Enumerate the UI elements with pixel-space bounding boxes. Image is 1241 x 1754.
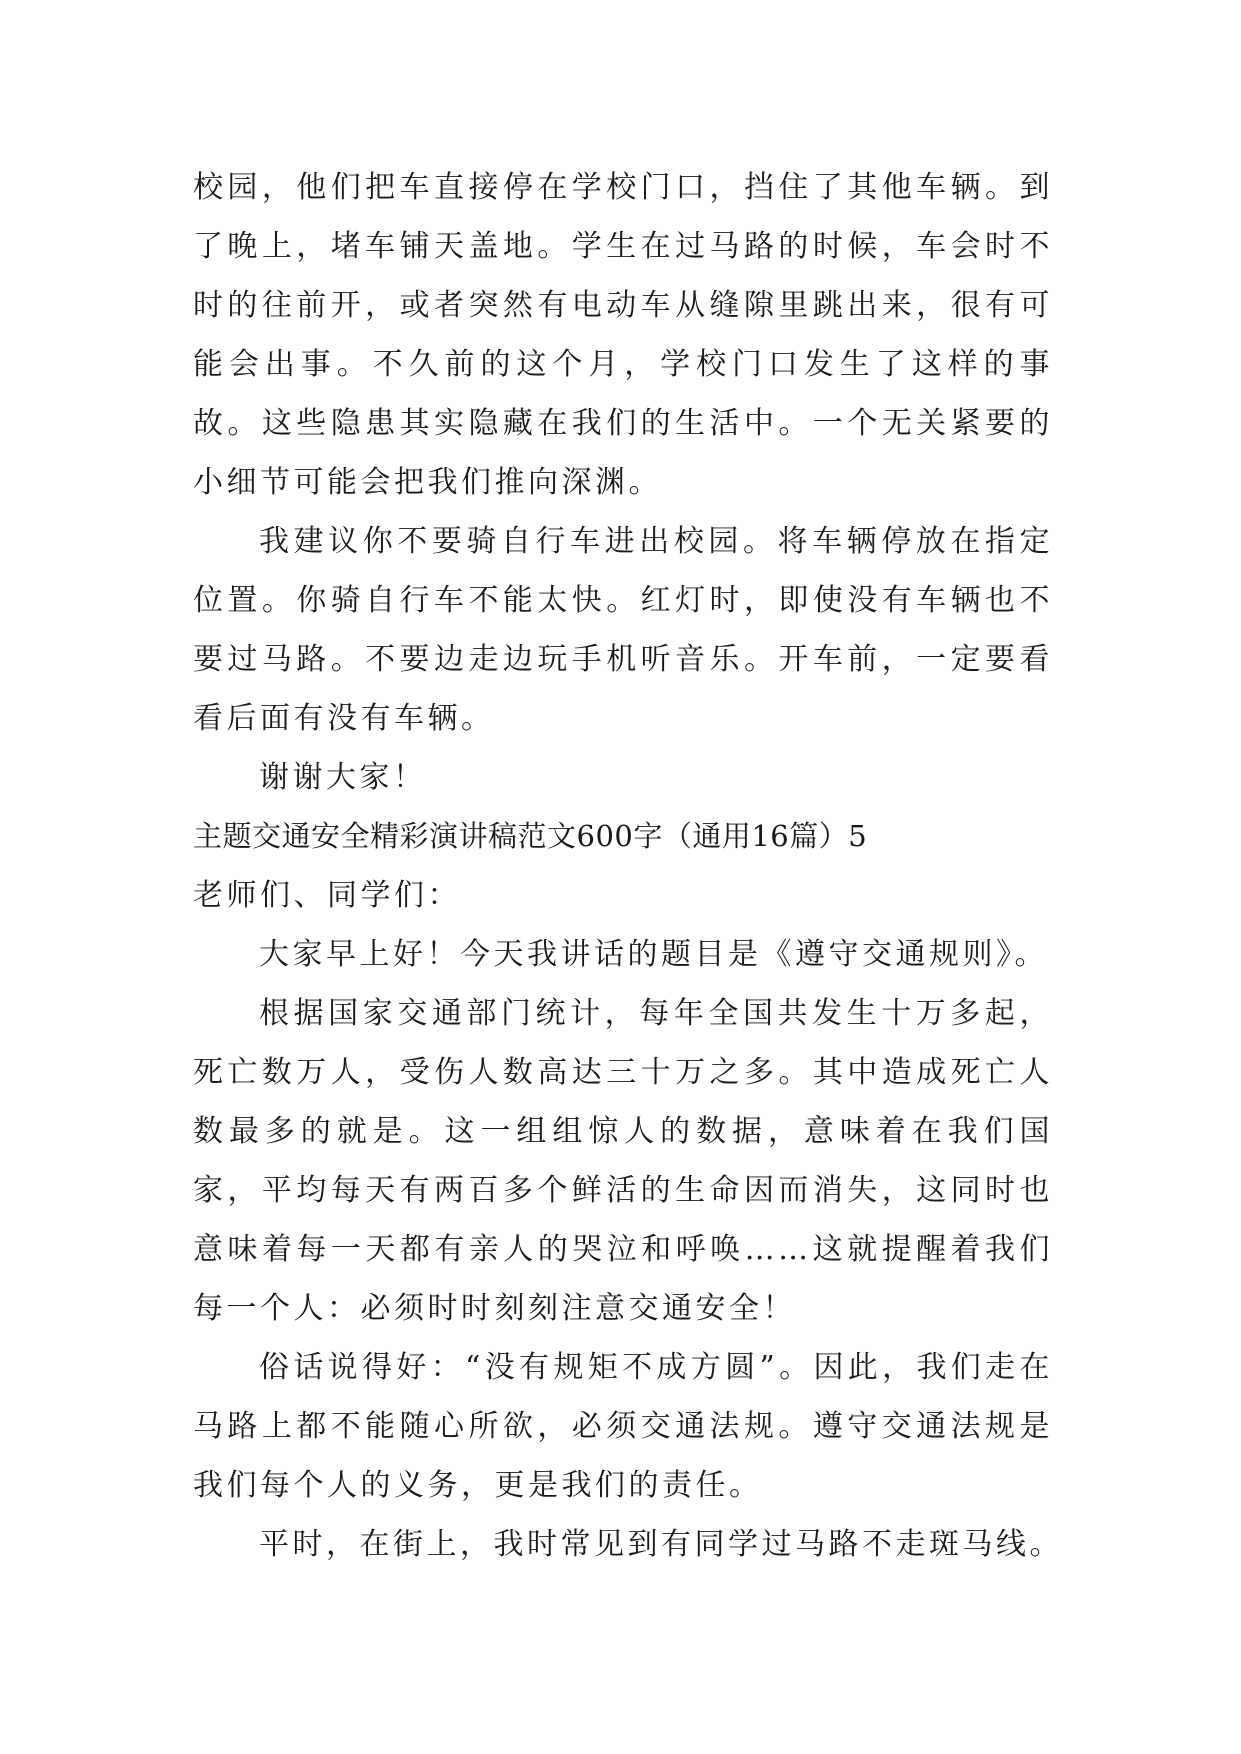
paragraph-greeting: 大家早上好！今天我讲话的题目是《遵守交通规则》。 bbox=[259, 937, 1048, 972]
section-title: 主题交通安全精彩演讲稿范文600字（通用16篇）5 bbox=[193, 819, 868, 853]
salutation: 老师们、同学们： bbox=[193, 878, 461, 913]
paragraph-statistics: 根据国家交通部门统计，每年全国共发生十万多起，死亡数万人，受伤人数高达三十万之多。其中造成死亡人数最多的就是。这一组组惊人的数据，意味着在我们国家，平均每天有两百多个鲜活的生命因而消失，这同时也意味着每一天都有亲人的哭泣和呼唤……这就提醒着我们每一个人：必须时时刻刻注意交通安全！ bbox=[193, 996, 1053, 1326]
paragraph-thanks: 谢谢大家！ bbox=[259, 760, 427, 795]
paragraph-proverb: 俗话说得好：“没有规矩不成方圆”。因此，我们走在马路上都不能随心所欲，必须交通法规。遵守交通法规是我们每个人的义务，更是我们的责任。 bbox=[193, 1350, 1053, 1503]
paragraph-campus-hazards: 校园，他们把车直接停在学校门口，挡住了其他车辆。到了晚上，堵车铺天盖地。学生在过马路的时候，车会时不时的往前开，或者突然有电动车从缝隙里跳出来，很有可能会出事。不久前的这个月，学校门口发生了这样的事故。这些隐患其实隐藏在我们的生活中。一个无关紧要的小细节可能会把我们推向深渊。 bbox=[193, 170, 1053, 500]
paragraph-zebra-crossing: 平时，在街上，我时常见到有同学过马路不走斑马线。 bbox=[259, 1527, 1063, 1562]
document-body bbox=[193, 158, 1063, 1574]
paragraph-suggestions: 我建议你不要骑自行车进出校园。将车辆停放在指定位置。你骑自行车不能太快。红灯时，即使没有车辆也不要过马路。不要边走边玩手机听音乐。开车前，一定要看看后面有没有车辆。 bbox=[193, 524, 1053, 736]
